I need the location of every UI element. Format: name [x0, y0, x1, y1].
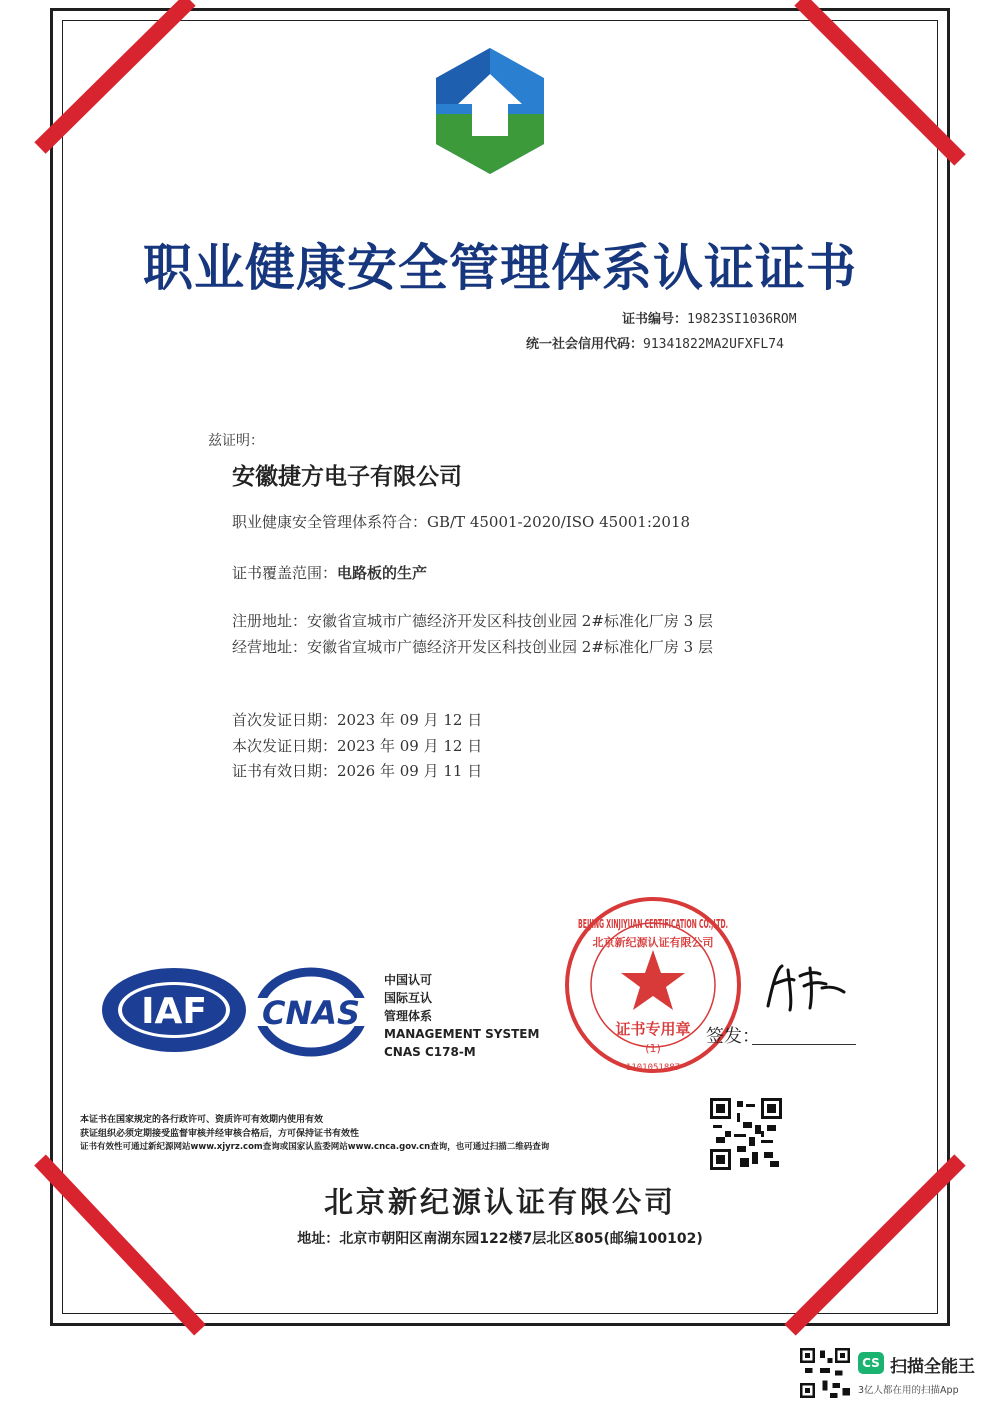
valid-until-date: 证书有效日期：2026 年 09 月 11 日: [232, 762, 483, 780]
registered-address: 注册地址：安徽省宣城市广德经济开发区科技创业园 2#标准化厂房 3 层: [232, 612, 713, 630]
signature-label: 签发：: [706, 1026, 760, 1047]
hereby-label: 兹证明：: [208, 433, 264, 449]
certificate-title: 职业健康安全管理体系认证证书: [143, 239, 857, 297]
seal-bottom-code: 1101051887: [625, 1063, 681, 1073]
credit-code-label: 统一社会信用代码：: [526, 337, 644, 352]
accreditation-text: [384, 971, 539, 1061]
footer-qr-icon: [800, 1348, 850, 1398]
seal-inner-text: 北京新纪源认证有限公司: [592, 936, 714, 949]
credit-code: [526, 333, 784, 352]
certification-logo-icon: [430, 44, 550, 184]
business-address: 经营地址：安徽省宣城市广德经济开发区科技创业园 2#标准化厂房 3 层: [232, 638, 713, 656]
seal-number-text: (1): [645, 1042, 661, 1055]
accreditation-line-5: CNAS C178-M: [384, 1045, 476, 1059]
qr-code-icon: [710, 1098, 782, 1170]
scanner-tagline: 3亿人都在用的扫描App: [858, 1385, 959, 1396]
iaf-logo-text: IAF: [141, 991, 207, 1032]
accreditation-line-3: 管理体系: [384, 1009, 433, 1023]
this-issue-date: 本次发证日期：2023 年 09 月 12 日: [232, 737, 483, 755]
certificate-number-label: 证书编号：: [622, 312, 688, 327]
accreditation-line-2: 国际互认: [384, 991, 433, 1005]
issuer-name: 北京新纪源认证有限公司: [323, 1185, 676, 1219]
seal-star-icon: [621, 950, 685, 1010]
seal-ring-text: BEIJING XINJIYUAN CERTIFICATION CO.,LTD.: [578, 917, 728, 931]
credit-code-value: 91341822MA2UFXFL74: [643, 337, 784, 352]
ribbon-top-left: [40, 0, 190, 148]
issuer-address: 地址：北京市朝阳区南湖东园122楼7层北区805(邮编100102): [297, 1231, 703, 1247]
first-issue-date: 首次发证日期：2023 年 09 月 12 日: [232, 711, 483, 729]
seal-center-text: 证书专用章: [615, 1020, 691, 1038]
note-line-3: 证书有效性可通过新纪源网站www.xjyrz.com查询或国家认监委网站www.cnca.gov.cn查询，也可通过扫描二维码查询: [80, 1142, 550, 1152]
scope-value: 电路板的生产: [337, 564, 428, 582]
iaf-logo-icon: [100, 966, 248, 1054]
certificate-number: [622, 308, 797, 327]
certificate-number-value: 19823SI1036ROM: [687, 312, 797, 327]
signature-mark: [760, 958, 850, 1018]
certification-seal: [562, 894, 744, 1076]
conformity-line: 职业健康安全管理体系符合：GB/T 45001-2020/ISO 45001:2018: [232, 513, 691, 531]
signature-text: 周晓宇: [760, 958, 763, 959]
signature-line: [752, 1044, 856, 1045]
note-line-1: 本证书在国家规定的各行政许可、资质许可有效期内使用有效: [80, 1115, 324, 1125]
accreditation-line-1: 中国认可: [384, 973, 433, 987]
note-line-2: 获证组织必须定期接受监督审核并经审核合格后，方可保持证书有效性: [80, 1129, 360, 1139]
signature-stroke: [768, 966, 844, 1010]
scope-line: [232, 562, 427, 583]
scanner-badge: CS: [858, 1352, 884, 1374]
accreditation-line-4: MANAGEMENT SYSTEM: [384, 1027, 540, 1041]
company-name: 安徽捷方电子有限公司: [232, 464, 462, 490]
scanner-app-name: 扫描全能王: [890, 1357, 975, 1377]
scope-label: 证书覆盖范围：: [232, 564, 338, 582]
cnas-logo-icon: [250, 970, 372, 1054]
ribbon-top-right: [800, 0, 960, 160]
cnas-logo-text: CNAS: [261, 994, 361, 1032]
